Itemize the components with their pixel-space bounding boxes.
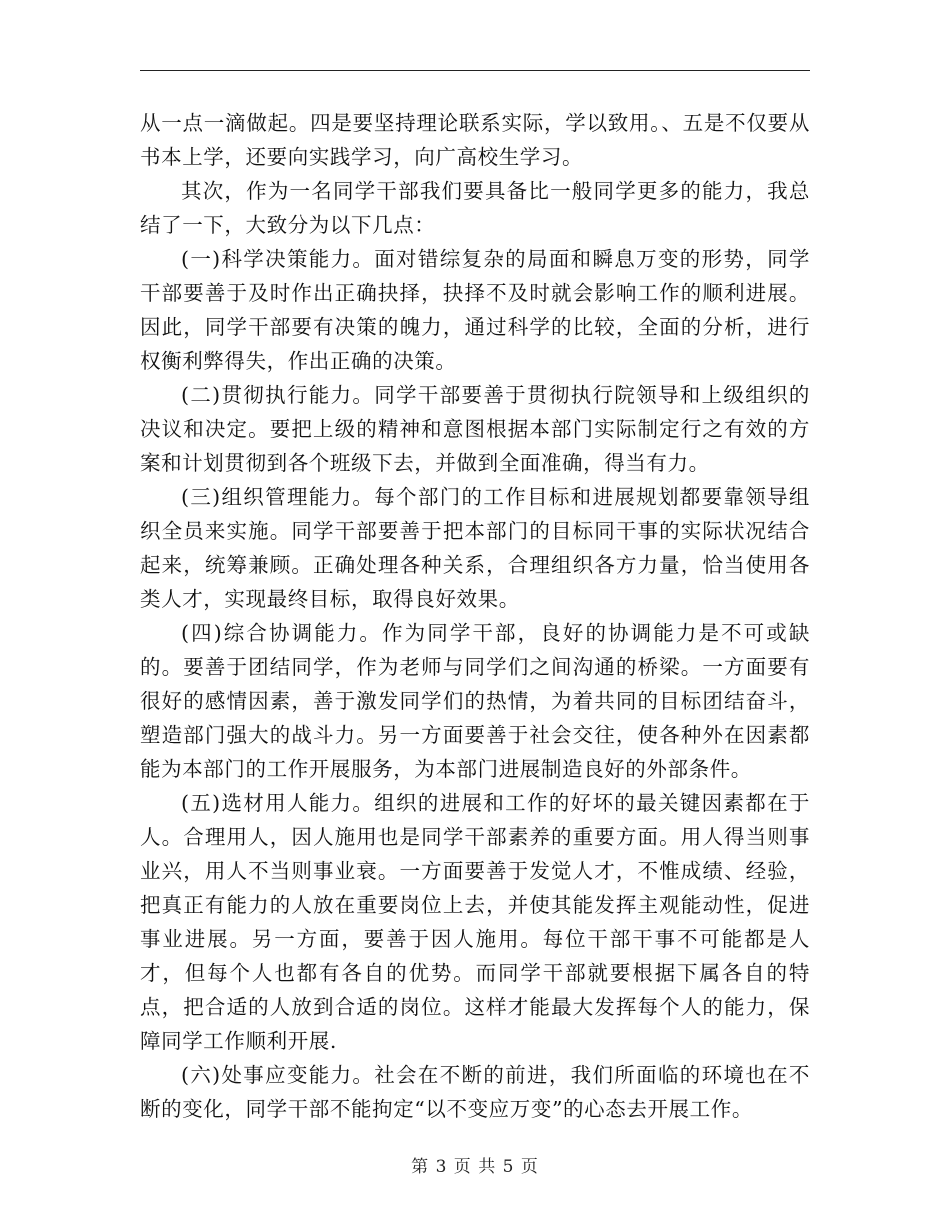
page-body (140, 106, 810, 1126)
paragraph-decision-ability: (一)科学决策能力。面对错综复杂的局面和瞬息万变的形势，同学干部要善于及时作出正确抉择，抉择不及时就会影响工作的顺利进展。因此，同学干部要有决策的魄力，通过科学的比较，全面的分析，进行权衡利弊得失，作出正确的决策。 (140, 247, 810, 373)
page-number-footer: 第 3 页 共 5 页 (411, 1157, 539, 1177)
paragraph-intro-abilities: 其次，作为一名同学干部我们要具备比一般同学更多的能力，我总结了一下，大致分为以下几点： (140, 179, 810, 237)
header-rule (140, 70, 810, 71)
paragraph-adaptability-ability: (六)处事应变能力。社会在不断的前进，我们所面临的环境也在不断的变化，同学干部不能拘定“以不变应万变”的心态去开展工作。 (140, 1063, 810, 1121)
paragraph-management-ability: (三)组织管理能力。每个部门的工作目标和进展规划都要靠领导组织全员来实施。同学干部要善于把本部门的目标同干事的实际状况结合起来，统筹兼顾。正确处理各种关系，合理组织各方力量，恰当使用各类人才，实现最终目标，取得良好效果。 (140, 485, 810, 611)
paragraph-continuation: 从一点一滴做起。四是要坚持理论联系实际，学以致用。、五是不仅要从书本上学，还要向实践学习，向广高校生学习。 (140, 111, 810, 169)
paragraph-execution-ability: (二)贯彻执行能力。同学干部要善于贯彻执行院领导和上级组织的决议和决定。要把上级的精神和意图根据本部门实际制定行之有效的方案和计划贯彻到各个班级下去，并做到全面准确，得当有力。 (140, 383, 810, 475)
paragraph-talent-ability: (五)选材用人能力。组织的进展和工作的好坏的最关键因素都在于人。合理用人，因人施用也是同学干部素养的重要方面。用人得当则事业兴，用人不当则事业衰。一方面要善于发觉人才，不惟成绩、经验，把真正有能力的人放在重要岗位上去，并使其能发挥主观能动性，促进事业进展。另一方面，要善于因人施用。每位干部干事不可能都是人才，但每个人也都有各自的优势。而同学干部就要根据下属各自的特点，把合适的人放到合适的岗位。这样才能最大发挥每个人的能力，保障同学工作顺利开展. (140, 791, 810, 1053)
paragraph-coordination-ability: (四)综合协调能力。作为同学干部，良好的协调能力是不可或缺的。要善于团结同学，作为老师与同学们之间沟通的桥梁。一方面要有很好的感情因素，善于激发同学们的热情，为着共同的目标团结奋斗，塑造部门强大的战斗力。另一方面要善于社会交往，使各种外在因素都能为本部门的工作开展服务，为本部门进展制造良好的外部条件。 (140, 621, 810, 781)
